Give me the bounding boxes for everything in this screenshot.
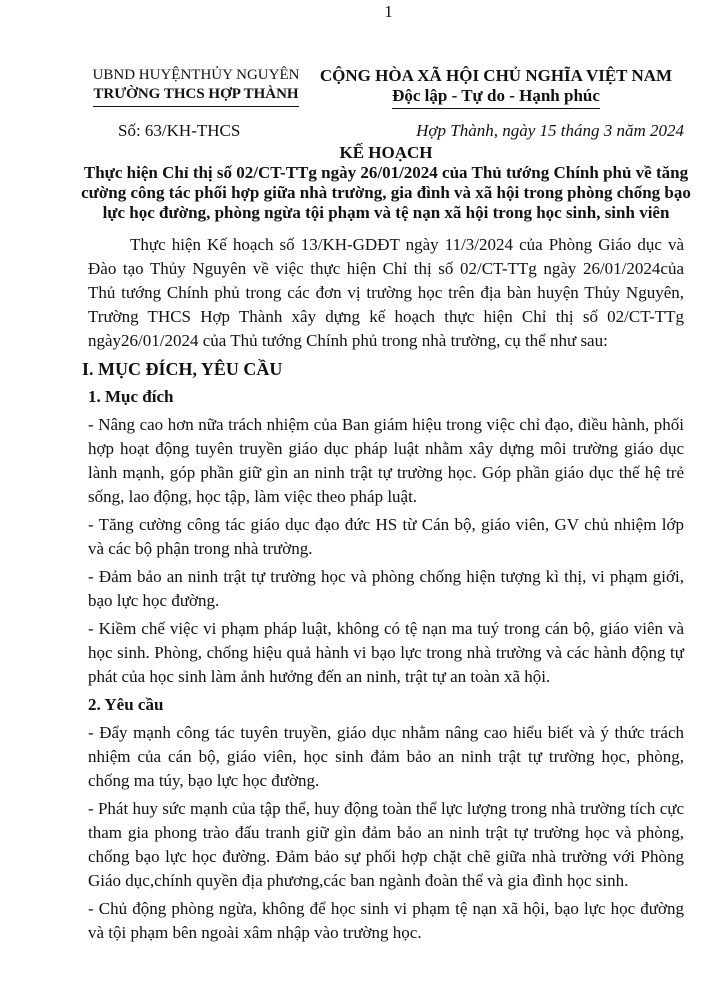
bullet-item: - Đảm bảo an ninh trật tự trường học và phòng chống hiện tượng kì thị, vi phạm giới, bạo lực học đường.	[88, 567, 684, 610]
title-main: KẾ HOẠCH	[339, 143, 433, 162]
subsection-heading: 1. Mục đích	[88, 387, 174, 406]
national-motto	[308, 66, 684, 109]
subsection-heading: 2. Yêu cầu	[88, 695, 164, 714]
nation-line-1: CỘNG HÒA XÃ HỘI CHỦ NGHĨA VIỆT NAM	[319, 66, 673, 85]
nation-line-2: Độc lập - Tự do - Hạnh phúc	[392, 86, 600, 109]
bullet-item: - Phát huy sức mạnh của tập thể, huy động toàn thể lực lượng trong nhà trường tích cực tham gia phong trào đấu tranh giữ gìn đảm bảo an ninh trật tự trường học và phòng, chống bạo lực học đường. Đảm bảo sự phối hợp chặt chẽ giữa nhà trường với Phòng Giáo dục,chính quyền địa phương,các ban ngành đoàn thể và gia đình học sinh.	[88, 799, 684, 890]
document-number: Số: 63/KH-THCS	[118, 121, 241, 140]
bullet-item: - Chủ động phòng ngừa, không để học sinh vi phạm tệ nạn xã hội, bạo lực học đường và tội phạm bên ngoài xâm nhập vào trường học.	[88, 899, 684, 942]
org-line-2: TRƯỜNG THCS HỢP THÀNH	[93, 85, 298, 107]
org-line-1: UBND HUYỆNTHỦY NGUYÊN	[92, 67, 300, 83]
place-date: Hợp Thành, ngày 15 tháng 3 năm 2024	[416, 121, 684, 140]
issuing-organization	[84, 66, 308, 109]
bullet-item: - Nâng cao hơn nữa trách nhiệm của Ban giám hiệu trong việc chỉ đạo, điều hành, phối hợp hoạt động tuyên truyền giáo dục pháp luật nhằm xây dựng môi trường giáo dục lành mạnh, góp phần giữ gìn an ninh trật tự trường học. Góp phần giáo dục thế hệ trẻ sống, lao động, học tập, làm việc theo pháp luật.	[88, 415, 684, 506]
document-body	[82, 233, 684, 945]
page-number: 1	[384, 2, 393, 21]
document-meta	[88, 121, 684, 141]
bullet-item: - Kiềm chế việc vi phạm pháp luật, không có tệ nạn ma tuý trong cán bộ, giáo viên và học sinh. Phòng, chống hiệu quả hành vi bạo lực trong nhà trường và các hành động tự phát của học sinh làm ảnh hưởng đến an ninh, trật tự an toàn xã hội.	[88, 619, 684, 686]
intro-paragraph: Thực hiện Kế hoạch số 13/KH-GDĐT ngày 11/3/2024 của Phòng Giáo dục và Đào tạo Thủy Nguyên về việc thực hiện Chỉ thị số 02/CT-TTg ngày 26/01/2024của Thủ tướng Chính phủ trong các đơn vị trường học trên địa bàn huyện Thủy Nguyên, Trường THCS Hợp Thành xây dựng kế hoạch thực hiện Chỉ thị số 02/CT-TTg ngày26/01/2024 của Thủ tướng Chính phủ trong nhà trường, cụ thể như sau:	[88, 235, 684, 350]
section-heading: I. MỤC ĐÍCH, YÊU CẦU	[82, 359, 283, 379]
document-header	[84, 66, 684, 109]
bullet-item: - Tăng cường công tác giáo dục đạo đức HS từ Cán bộ, giáo viên, GV chủ nhiệm lớp và các bộ phận trong nhà trường.	[88, 515, 684, 558]
bullet-item: - Đẩy mạnh công tác tuyên truyền, giáo dục nhằm nâng cao hiểu biết và ý thức trách nhiệm của cán bộ, giáo viên, học sinh đảm bảo an ninh trật tự trường học, phòng, chống ma túy, bạo lực học đường.	[88, 723, 684, 790]
title-subtitle: Thực hiện Chỉ thị số 02/CT-TTg ngày 26/01/2024 của Thủ tướng Chính phủ về tăng cường công tác phối hợp giữa nhà trường, gia đình và xã hội trong phòng chống bạo lực học đường, phòng ngừa tội phạm và tệ nạn xã hội trong học sinh, sinh viên	[81, 163, 691, 222]
document-title	[80, 143, 692, 223]
